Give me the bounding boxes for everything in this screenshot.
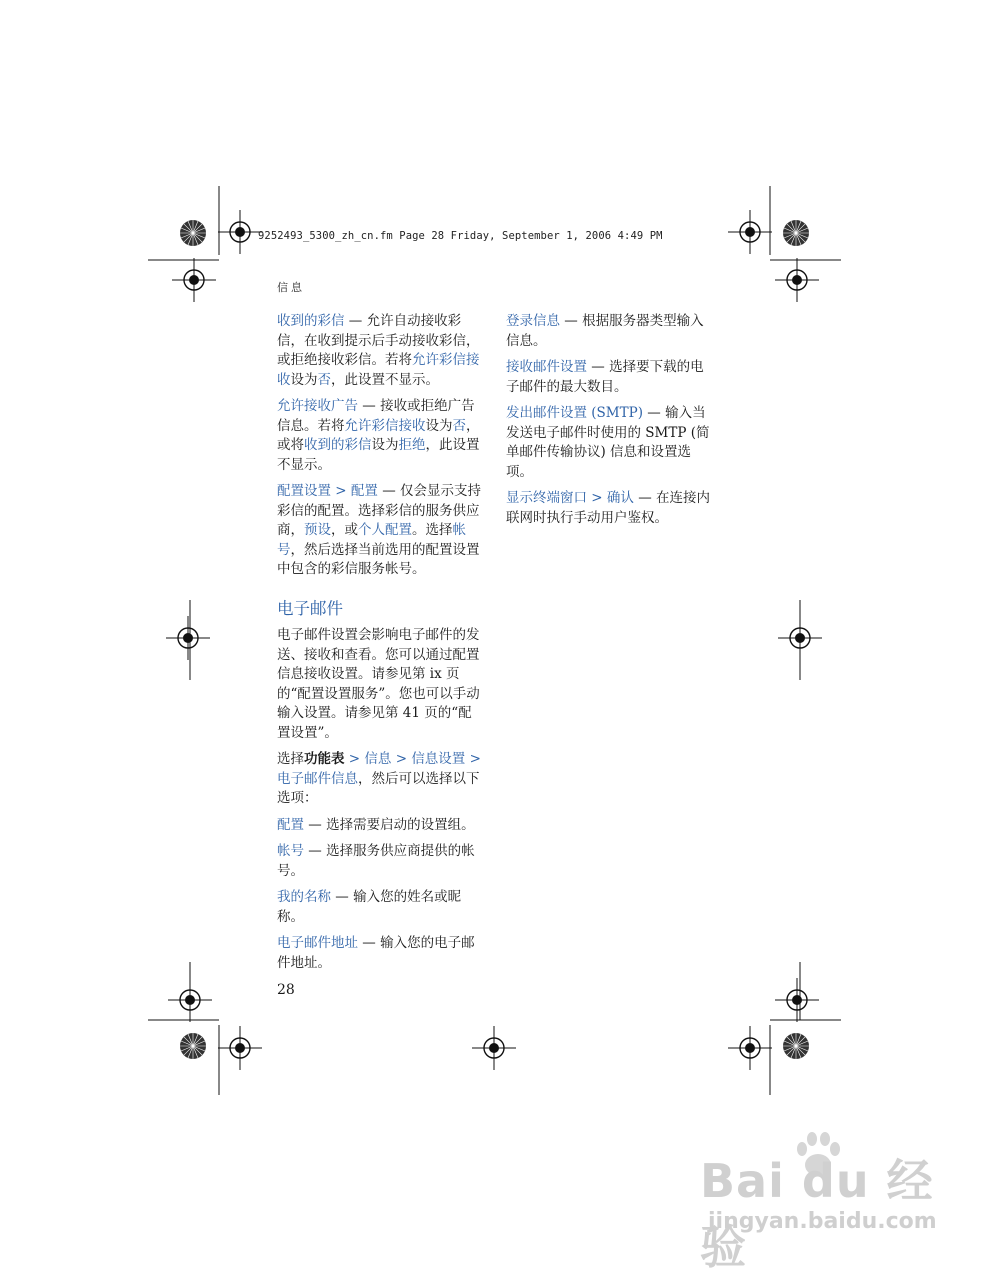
right-column: [506, 312, 712, 535]
watermark-sub: jingyan.baidu.com: [708, 1209, 937, 1234]
page-number: 28: [277, 982, 295, 998]
file-info-line: 9252493_5300_zh_cn.fm Page 28 Friday, September 1, 2006 4:49 PM: [258, 230, 663, 242]
option-config: 配置 — 选择需要启动的设置组。: [277, 816, 475, 833]
email-intro-paragraph: 电子邮件设置会影响电子邮件的发送、接收和查看。您可以通过配置信息接收设置。请参见第 ix 页的“配置设置服务”。您也可以手动输入设置。请参见第 41 页的“配置设置”。: [277, 627, 480, 741]
option-outgoing-smtp: 发出邮件设置 (SMTP) — 输入当发送电子邮件时使用的 SMTP (简单邮件传输协议) 信息和设置选项。: [506, 405, 710, 480]
email-menu-path-paragraph: 选择功能表 > 信息 > 信息设置 > 电子邮件信息，然后可以选择以下选项：: [277, 751, 481, 806]
left-column: [277, 312, 483, 980]
mms-received-paragraph: 收到的彩信 — 允许自动接收彩信，在收到提示后手动接收彩信，或拒绝接收彩信。若将允许彩信接收设为否，此设置不显示。: [277, 313, 480, 388]
term-allow-ads: 允许接收广告: [277, 398, 358, 414]
section-label: 信息: [277, 281, 305, 294]
term-received-mms: 收到的彩信: [277, 313, 345, 329]
email-heading: 电子邮件: [277, 598, 343, 618]
option-incoming-settings: 接收邮件设置 — 选择要下载的电子邮件的最大数目。: [506, 359, 704, 395]
option-login-info: 登录信息 — 根据服务器类型输入信息。: [506, 313, 704, 349]
option-my-name: 我的名称 — 输入您的姓名或昵称。: [277, 889, 462, 925]
option-terminal-window: 显示终端窗口 > 确认 — 在连接内联网时执行手动用户鉴权。: [506, 490, 710, 526]
allow-ads-paragraph: 允许接收广告 — 接收或拒绝广告信息。若将允许彩信接收设为否，或将收到的彩信设为拒绝，此设置不显示。: [277, 398, 480, 473]
option-account: 帐号 — 选择服务供应商提供的帐号。: [277, 843, 475, 879]
option-email-address: 电子邮件地址 — 输入您的电子邮件地址。: [277, 935, 475, 971]
config-settings-paragraph: 配置设置 > 配置 — 仅会显示支持彩信的配置。选择彩信的服务供应商，预设，或个人配置。选择帐号，然后选择当前选用的配置设置中包含的彩信服务帐号。: [277, 483, 481, 577]
baidu-watermark: [700, 1125, 960, 1274]
watermark-main: Bai du 经验: [700, 1154, 934, 1274]
